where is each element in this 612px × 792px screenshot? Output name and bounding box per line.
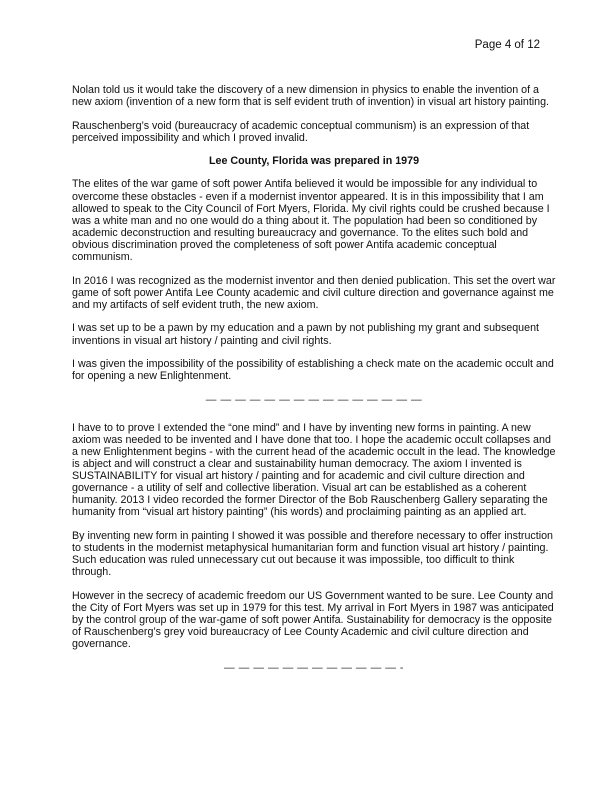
paragraph: I was set up to be a pawn by my education and a pawn by not publishing my grant and subsequent inventions in visual art history / painting and civil rights. [72, 322, 539, 347]
paragraph: The elites of the war game of soft power Antifa believed it would be impossible for any individual to overcome these obstacles - even if a modernist inventor appeared. It is in this impossibility that I am allowed to speak to the City Council of Fort Myers, Florida. My civil rights could be crushed because I was a white man and no one would do a thing about it. The population had been so conditioned by academic deconstruction and resulting bureaucracy and governance. To the elites such bold and obvious discrimination proved the completeness of soft power Antifa academic conceptual communism. [72, 178, 550, 264]
paragraph: I have to to prove I extended the “one mind” and I have by inventing new forms in painting. A new axiom was needed to be invented and I have done that too. I hope the academic occult collapses and a new Enlightenment begins - with the current head of the academic occult in the lead. The knowledge is abject and will construct a clear and sustainability human democracy. The axiom I invented is SUSTAINABILITY for visual art history / painting and for academic and civil culture direction and governance - a utility of self and collective liberation. Visual art can be established as a coherent humanity. 2013 I video recorded the former Director of the Bob Rauschenberg Gallery separating the humanity from “visual art history painting” (his words) and proclaiming painting as an applied art. [72, 421, 556, 519]
section-divider: — — — — — — — — — — — — - [224, 661, 404, 674]
paragraph: By inventing new form in painting I showed it was possible and therefore necessary to offer instruction to students in the modernist metaphysical humanitarian form and function visual art history / painting. Such education was ruled unnecessary cut out because it was impossible, too difficult to think through. [72, 530, 553, 579]
paragraph: In 2016 I was recognized as the modernist inventor and then denied publication. This set the overt war game of soft power Antifa Lee County academic and civil culture direction and governance against me and my artifacts of self evident truth, the new axiom. [72, 274, 556, 311]
section-heading: Lee County, Florida was prepared in 1979 [208, 155, 420, 168]
page-number: Page 4 of 12 [474, 39, 540, 51]
paragraph: Rauschenberg’s void (bureaucracy of academic conceptual communism) is an expression of that perceived impossibility and which I proved invalid. [72, 119, 530, 144]
paragraph: Nolan told us it would take the discovery of a new dimension in physics to enable the invention of a new axiom (invention of a new form that is self evident truth of invention) in visual art history painting. [72, 84, 550, 109]
document-body [72, 84, 556, 690]
paragraph: However in the secrecy of academic freedom our US Government wanted to be sure. Lee County and the City of Fort Myers was set up in 1979 for this test. My arrival in Fort Myers in 1987 was anticipated by the control group of the war-game of soft power Antifa. Sustainability for democracy is the opposite of Rauschenberg’s grey void bureaucracy of Lee County Academic and civil culture direction and governance. [72, 589, 554, 651]
paragraph: I was given the impossibility of the possibility of establishing a check mate on the academic occult and for opening a new Enlightenment. [72, 358, 554, 383]
section-divider: — — — — — — — — — — — — — — — [205, 393, 423, 406]
